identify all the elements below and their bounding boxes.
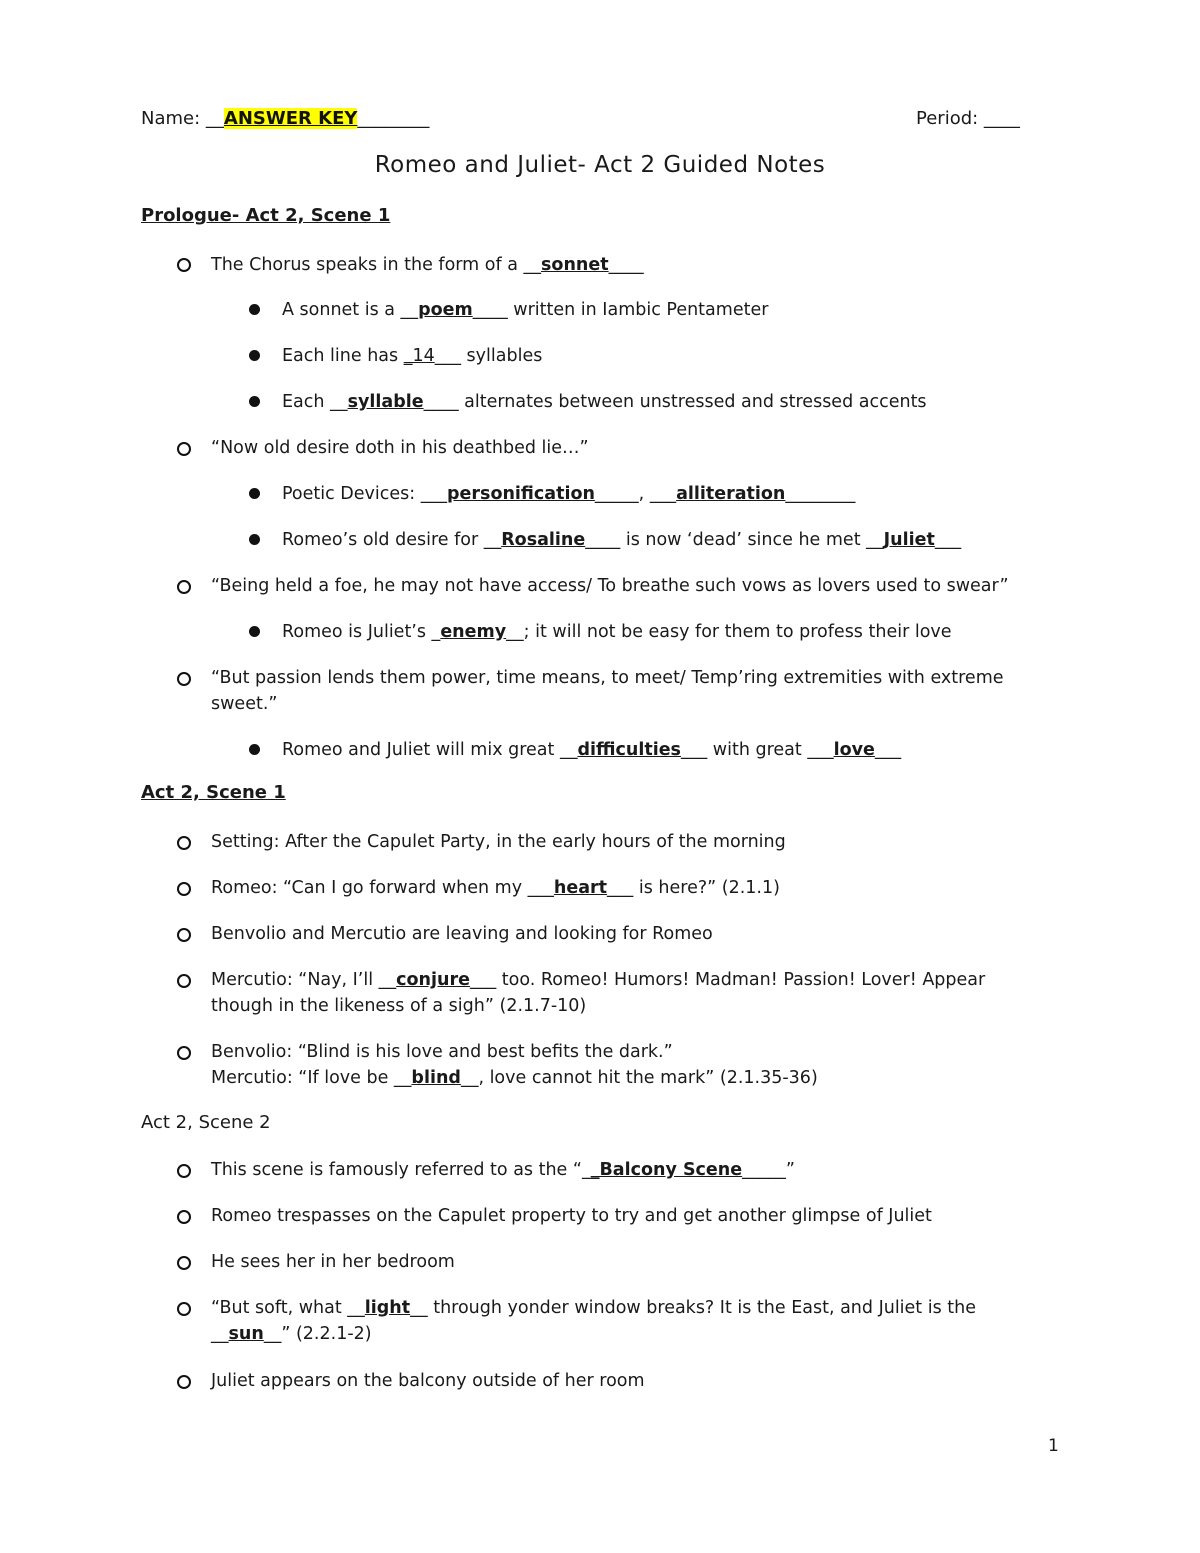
blank-line: ________ — [785, 484, 856, 504]
item-text: through yonder window breaks? It is the East, and Juliet is the — [427, 1298, 976, 1318]
answer-text: enemy — [440, 622, 507, 642]
name-line — [141, 108, 429, 129]
hollow-bullet-icon — [177, 836, 191, 850]
list-item: Juliet appears on the balcony outside of her room — [211, 1371, 645, 1391]
item-text: “But soft, what __ — [211, 1298, 365, 1318]
item-text: This scene is famously referred to as the “_ — [211, 1160, 591, 1180]
list-item: Benvolio and Mercutio are leaving and looking for Romeo — [211, 924, 713, 944]
answer-text: Juliet — [883, 530, 935, 550]
filled-bullet-icon — [249, 534, 260, 545]
item-text: too. Romeo! Humors! Madman! Passion! Lover! Appear — [496, 970, 986, 990]
blank-line: ____ — [585, 530, 621, 550]
blank-line: ___ — [934, 530, 962, 550]
blank-line: ____ — [423, 392, 459, 412]
item-text: , love cannot hit the mark” (2.1.35-36) — [478, 1068, 818, 1088]
name-tail: ________ — [357, 108, 430, 129]
list-item — [211, 1039, 818, 1091]
answer-text: _14 — [403, 346, 435, 366]
item-text: syllables — [460, 346, 543, 366]
blank-line: __ — [263, 1324, 282, 1344]
blank-line: _____ — [594, 484, 639, 504]
blank-line: __ — [211, 1324, 229, 1344]
hollow-bullet-icon — [177, 1302, 191, 1316]
item-text: Romeo is Juliet’s _ — [282, 622, 441, 642]
item-text: alternates between unstressed and stressed accents — [458, 392, 927, 412]
answer-text: heart — [553, 878, 608, 898]
list-item — [211, 665, 1004, 717]
filled-bullet-icon — [249, 626, 260, 637]
hollow-bullet-icon — [177, 1256, 191, 1270]
answer-text: difficulties — [577, 740, 681, 760]
item-text: , — [638, 484, 650, 504]
list-item — [282, 297, 768, 323]
item-text: Each __ — [282, 392, 348, 412]
blank-line: ___ — [874, 740, 902, 760]
period-line: Period: ____ — [916, 108, 1020, 129]
answer-text: poem — [418, 300, 473, 320]
hollow-bullet-icon — [177, 1375, 191, 1389]
item-text: ; it will not be easy for them to profess their love — [523, 622, 952, 642]
name-label: Name: __ — [141, 108, 224, 129]
list-item — [211, 875, 780, 901]
item-text: “But passion lends them power, time means, to meet/ Temp’ring extremities with extreme — [211, 668, 1004, 688]
blank-line: ____ — [472, 300, 508, 320]
item-text: Mercutio: “Nay, I’ll __ — [211, 970, 397, 990]
item-text: Benvolio: “Blind is his love and best befits the dark.” — [211, 1042, 673, 1062]
filled-bullet-icon — [249, 396, 260, 407]
item-text: Romeo and Juliet will mix great __ — [282, 740, 578, 760]
list-item — [211, 967, 985, 1019]
answer-text: light — [364, 1298, 411, 1318]
item-text: written in Iambic Pentameter — [507, 300, 769, 320]
page-title: Romeo and Juliet- Act 2 Guided Notes — [374, 152, 826, 178]
list-item — [211, 1295, 976, 1347]
hollow-bullet-icon — [177, 928, 191, 942]
answer-text: sun — [228, 1324, 264, 1344]
answer-key-highlight: ANSWER KEY — [223, 108, 358, 129]
item-text: is now ‘dead’ since he met __ — [620, 530, 884, 550]
list-item: “Being held a foe, he may not have access/ To breathe such vows as lovers used to swear” — [211, 576, 1009, 596]
hollow-bullet-icon — [177, 258, 191, 272]
item-text: ” (2.2.1-2) — [281, 1324, 372, 1344]
blank-line: ___ — [434, 346, 461, 366]
blank-line: __ — [460, 1068, 479, 1088]
list-item — [282, 389, 927, 415]
blank-line: ___ — [649, 484, 677, 504]
blank-line: ___ — [607, 878, 634, 898]
item-text: is here?” (2.1.1) — [633, 878, 780, 898]
item-text: Romeo’s old desire for __ — [282, 530, 502, 550]
item-text: Each line has — [282, 346, 404, 366]
filled-bullet-icon — [249, 350, 260, 361]
answer-text: sonnet — [541, 255, 609, 275]
section-heading-prologue: Prologue- Act 2, Scene 1 — [141, 205, 391, 226]
list-item: Romeo trespasses on the Capulet property to try and get another glimpse of Juliet — [211, 1206, 932, 1226]
list-item — [211, 252, 644, 278]
item-text: ” — [785, 1160, 795, 1180]
section-heading-scene1: Act 2, Scene 1 — [141, 782, 286, 803]
hollow-bullet-icon — [177, 1164, 191, 1178]
list-item: Setting: After the Capulet Party, in the early hours of the morning — [211, 832, 786, 852]
answer-text: _Balcony Scene — [590, 1160, 743, 1180]
filled-bullet-icon — [249, 488, 260, 499]
item-text: The Chorus speaks in the form of a __ — [211, 255, 542, 275]
item-text: with great ___ — [707, 740, 834, 760]
page-number: 1 — [1048, 1436, 1059, 1456]
list-item — [282, 737, 901, 763]
hollow-bullet-icon — [177, 672, 191, 686]
blank-line: _____ — [742, 1160, 786, 1180]
filled-bullet-icon — [249, 304, 260, 315]
list-item: “Now old desire doth in his deathbed lie…” — [211, 438, 589, 458]
list-item — [282, 619, 952, 645]
item-text: sweet.” — [211, 694, 278, 714]
list-item — [282, 527, 961, 553]
answer-text: alliteration — [676, 484, 786, 504]
item-text: Mercutio: “If love be __ — [211, 1068, 412, 1088]
hollow-bullet-icon — [177, 974, 191, 988]
answer-text: love — [833, 740, 875, 760]
answer-text: Rosaline — [501, 530, 586, 550]
list-item — [282, 343, 542, 369]
hollow-bullet-icon — [177, 442, 191, 456]
list-item — [282, 481, 855, 507]
hollow-bullet-icon — [177, 882, 191, 896]
answer-text: personification — [447, 484, 595, 504]
blank-line: __ — [410, 1298, 428, 1318]
list-item — [211, 1157, 795, 1183]
filled-bullet-icon — [249, 744, 260, 755]
hollow-bullet-icon — [177, 1210, 191, 1224]
blank-line: ___ — [680, 740, 708, 760]
item-text: Romeo: “Can I go forward when my ___ — [211, 878, 554, 898]
list-item: He sees her in her bedroom — [211, 1252, 455, 1272]
hollow-bullet-icon — [177, 1046, 191, 1060]
answer-text: blind — [411, 1068, 461, 1088]
item-text: Poetic Devices: ___ — [282, 484, 447, 504]
answer-text: syllable — [347, 392, 424, 412]
section-heading-scene2: Act 2, Scene 2 — [141, 1112, 271, 1133]
item-text: A sonnet is a __ — [282, 300, 419, 320]
hollow-bullet-icon — [177, 580, 191, 594]
blank-line: ____ — [608, 255, 644, 275]
item-text: though in the likeness of a sigh” (2.1.7-10) — [211, 996, 587, 1016]
answer-text: conjure — [396, 970, 470, 990]
blank-line: __ — [506, 622, 524, 642]
blank-line: ___ — [469, 970, 497, 990]
